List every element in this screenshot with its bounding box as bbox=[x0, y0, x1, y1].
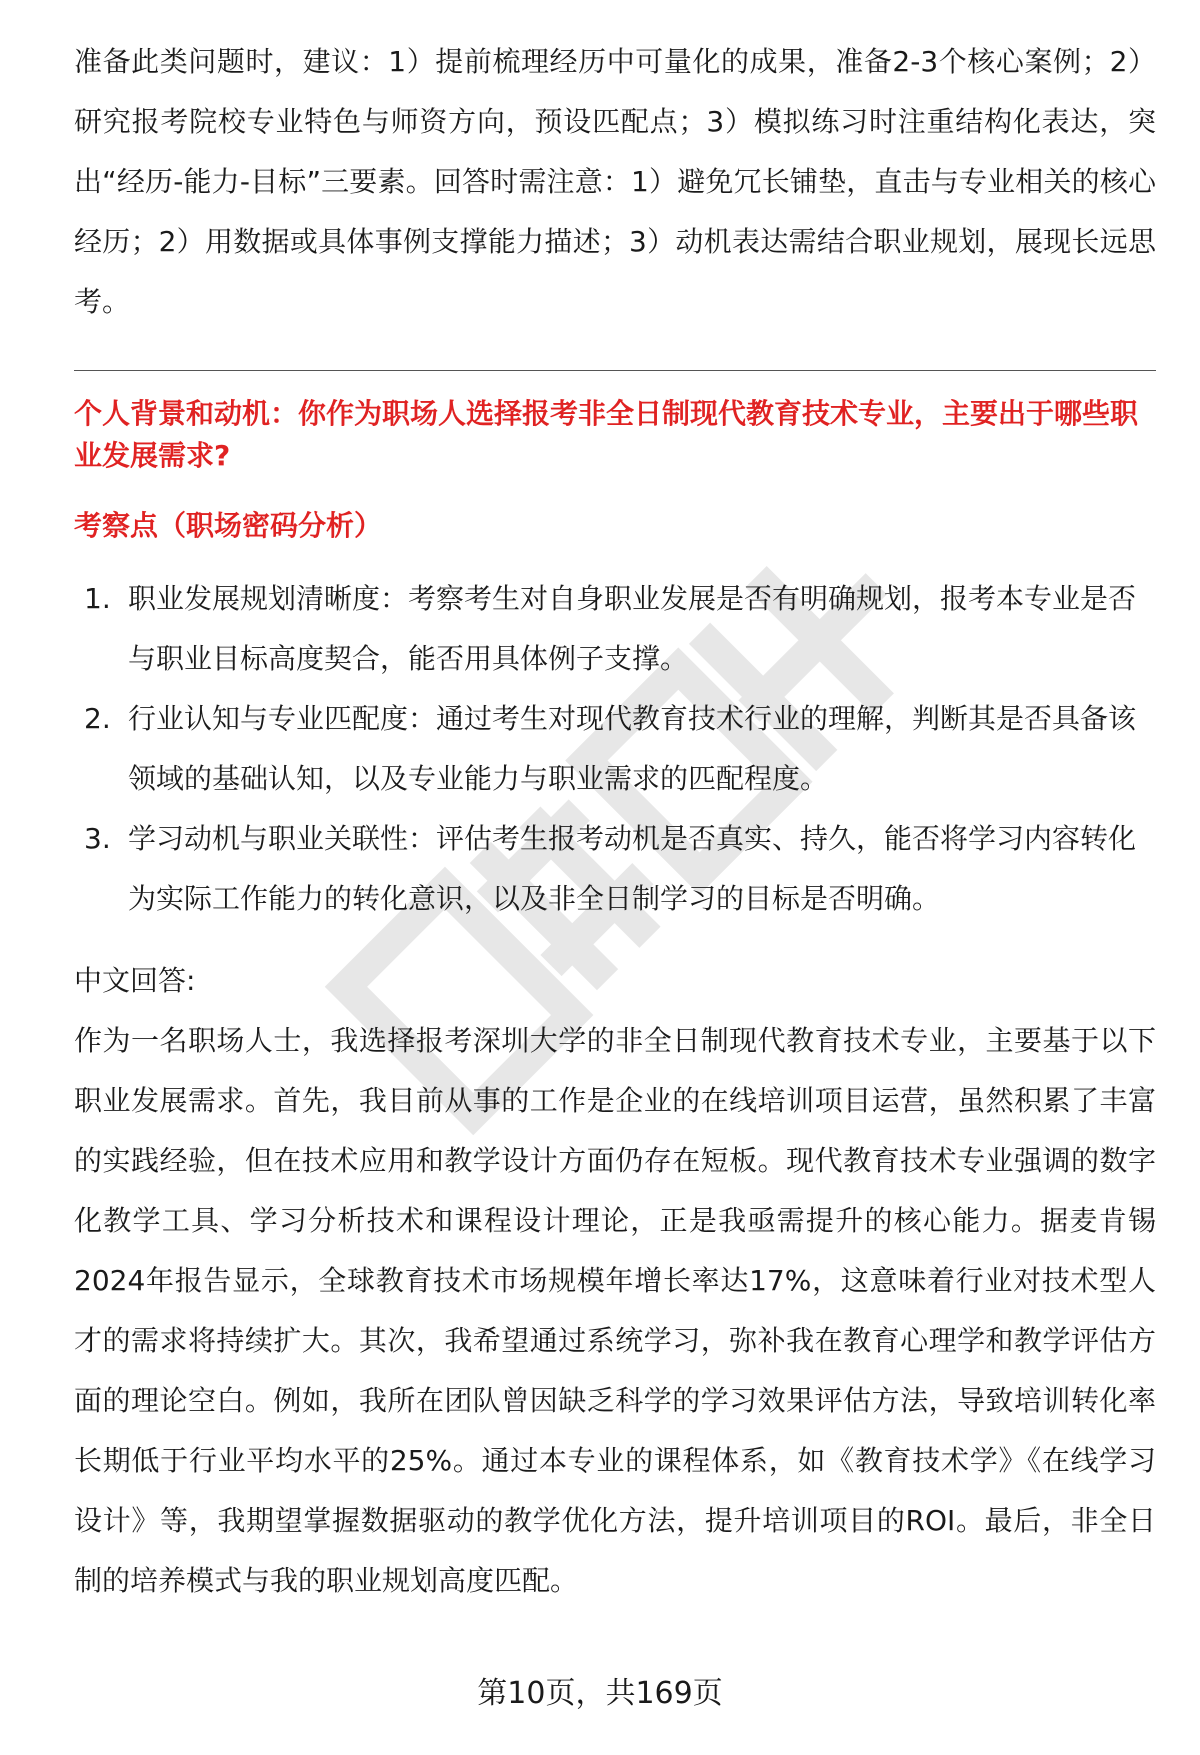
document-page bbox=[74, 32, 1156, 1611]
list-item-number: 3. bbox=[84, 822, 111, 855]
section-divider bbox=[74, 370, 1156, 371]
answer-text: 作为一名职场人士，我选择报考深圳大学的非全日制现代教育技术专业，主要基于以下职业发展需求。首先，我目前从事的工作是企业的在线培训项目运营，虽然积累了丰富的实践经验，但在技术应用和教学设计方面仍存在短板。现代教育技术专业强调的数字化教学工具、学习分析技术和课程设计理论，正是我亟需提升的核心能力。据麦肯锡2024年报告显示，全球教育技术市场规模年增长率达17%，这意味着行业对技术型人才的需求将持续扩大。其次，我希望通过系统学习，弥补我在教育心理学和教学评估方面的理论空白。例如，我所在团队曾因缺乏科学的学习效果评估方法，导致培训转化率长期低于行业平均水平的25%。通过本专业的课程体系，如《教育技术学》《在线学习设计》等，我期望掌握数据驱动的教学优化方法，提升培训项目的ROI。最后，非全日制的培养模式与我的职业规划高度匹配。 bbox=[74, 1024, 1156, 1597]
list-item-text: 学习动机与职业关联性：评估考生报考动机是否真实、持久，能否将学习内容转化为实际工作能力的转化意识，以及非全日制学习的目标是否明确。 bbox=[128, 822, 1137, 915]
intro-paragraph: 准备此类问题时，建议：1）提前梳理经历中可量化的成果，准备2-3个核心案例；2）研究报考院校专业特色与师资方向，预设匹配点；3）模拟练习时注重结构化表达，突出“经历-能力-目标”三要素。回答时需注意：1）避免冗长铺垫，直击与专业相关的核心经历；2）用数据或具体事例支撑能力描述；3）动机表达需结合职业规划，展现长远思考。 bbox=[74, 45, 1156, 318]
list-item bbox=[74, 809, 1156, 929]
list-item bbox=[74, 689, 1156, 809]
list-item bbox=[74, 569, 1156, 689]
list-item-number: 2. bbox=[84, 702, 111, 735]
list-item-text: 行业认知与专业匹配度：通过考生对现代教育技术行业的理解，判断其是否具备该领域的基础认知，以及专业能力与职业需求的匹配程度。 bbox=[128, 702, 1137, 795]
exam-points-list bbox=[74, 569, 1156, 929]
answer-label: 中文回答: bbox=[74, 964, 196, 997]
question-title: 个人背景和动机：你作为职场人选择报考非全日制现代教育技术专业，主要出于哪些职业发展需求? bbox=[74, 397, 1139, 472]
list-item-number: 1. bbox=[84, 582, 111, 615]
list-item-text: 职业发展规划清晰度：考察考生对自身职业发展是否有明确规划，报考本专业是否与职业目标高度契合，能否用具体例子支撑。 bbox=[128, 582, 1137, 675]
exam-points-heading: 考察点（职场密码分析） bbox=[74, 509, 383, 542]
page-number: 第10页，共169页 bbox=[477, 1676, 723, 1711]
